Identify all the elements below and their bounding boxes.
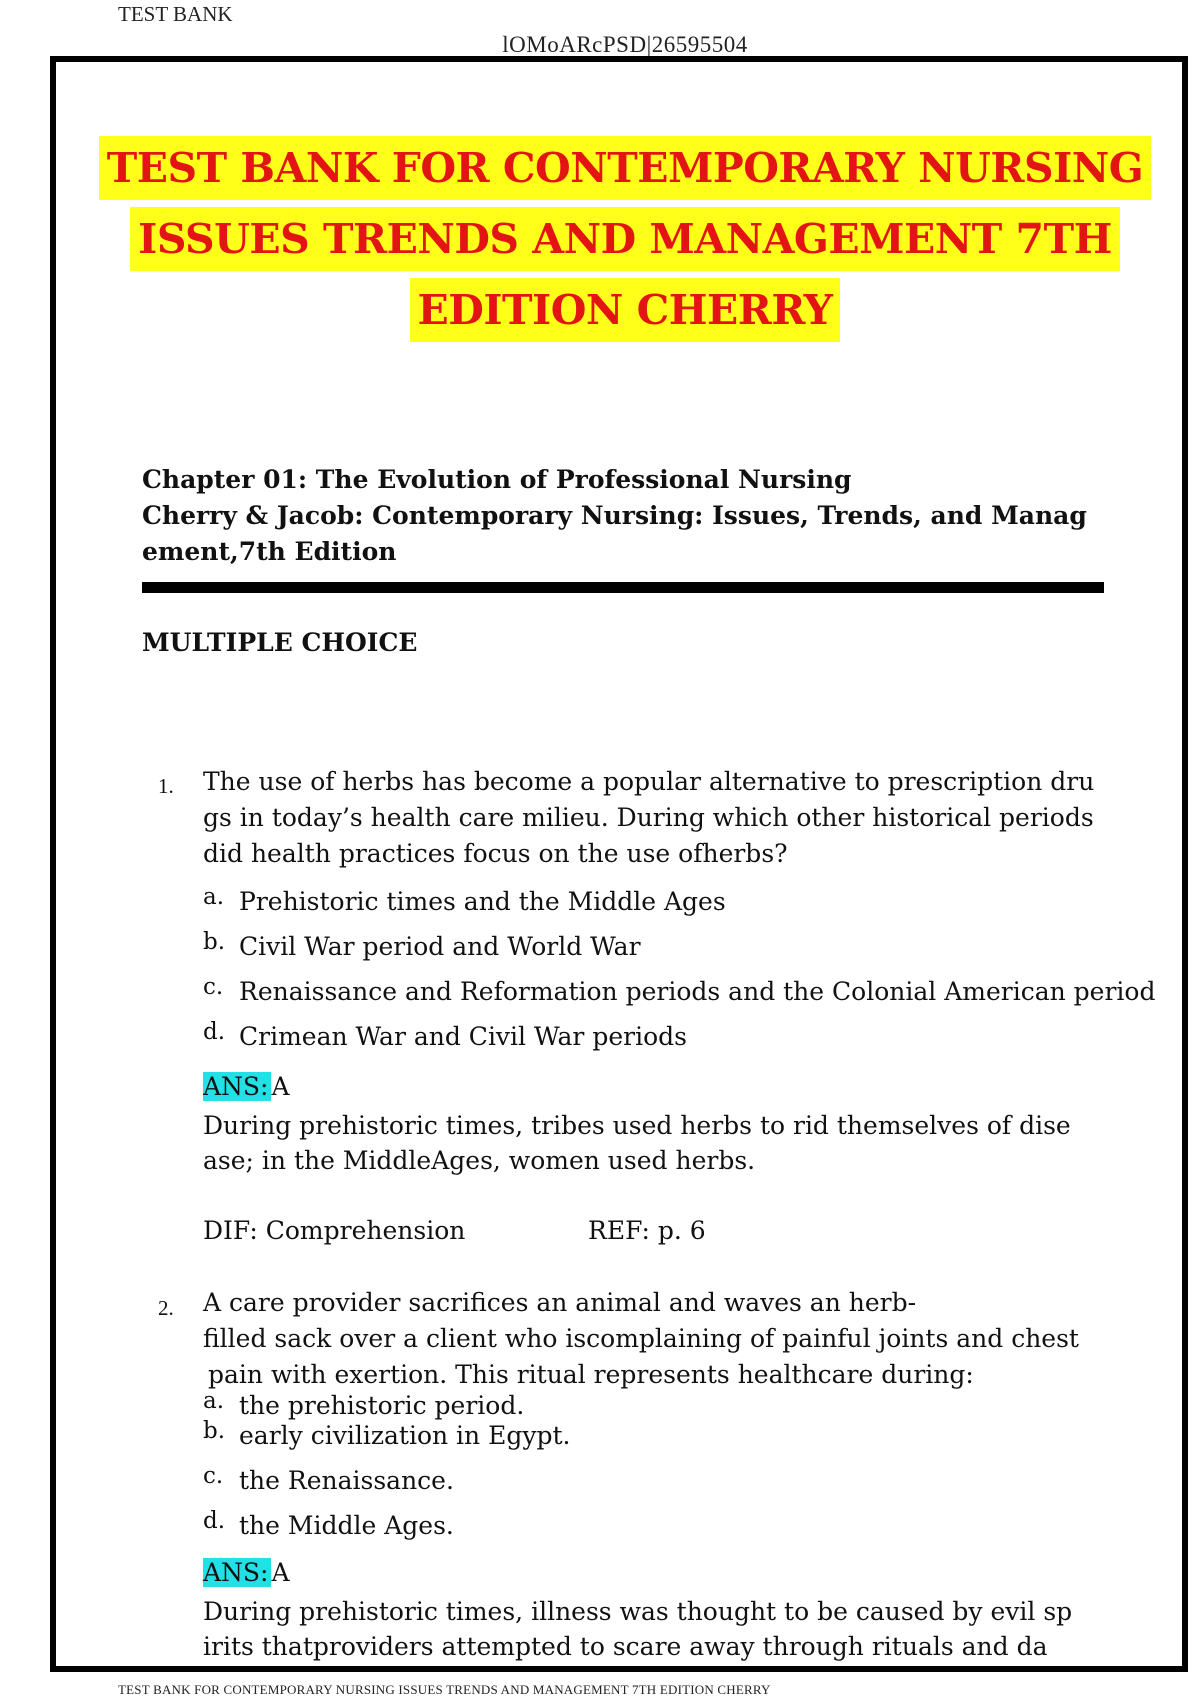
answer-label: ANS: bbox=[203, 1558, 271, 1587]
rationale-line: ase; in the MiddleAges, women used herbs. bbox=[203, 1146, 756, 1175]
question-text-line: gs in today’s health care milieu. During which other historical periods bbox=[203, 803, 1094, 832]
option-text: the Renaissance. bbox=[239, 1466, 454, 1495]
section-heading: MULTIPLE CHOICE bbox=[142, 628, 418, 657]
option-a bbox=[203, 1388, 524, 1420]
chapter-title: Chapter 01: The Evolution of Professional Nursing bbox=[142, 465, 852, 494]
rationale bbox=[203, 1594, 1072, 1664]
option-c bbox=[203, 974, 1155, 1006]
heading-divider bbox=[142, 582, 1104, 593]
rationale-line: irits thatproviders attempted to scare away through rituals and da bbox=[203, 1632, 1048, 1661]
answer bbox=[203, 1558, 290, 1587]
option-text: Renaissance and Reformation periods and the Colonial American period bbox=[239, 977, 1156, 1006]
question-text bbox=[203, 1285, 1083, 1393]
option-letter: a. bbox=[203, 1388, 225, 1414]
answer-label: ANS: bbox=[203, 1072, 271, 1101]
question-number: 1. bbox=[158, 774, 174, 798]
document-id: lOMoARcPSD|26595504 bbox=[502, 32, 748, 57]
option-a bbox=[203, 884, 726, 916]
rationale bbox=[203, 1108, 1071, 1178]
option-c bbox=[203, 1463, 454, 1495]
book-citation-line-2: ement,7th Edition bbox=[142, 537, 397, 566]
document-title bbox=[0, 136, 1200, 349]
option-text: the prehistoric period. bbox=[239, 1391, 525, 1420]
option-text: early civilization in Egypt. bbox=[239, 1421, 571, 1450]
rationale-line: During prehistoric times, illness was thought to be caused by evil sp bbox=[203, 1597, 1073, 1626]
question-text bbox=[203, 764, 1095, 872]
option-b bbox=[203, 1418, 570, 1450]
option-text: the Middle Ages. bbox=[239, 1511, 454, 1540]
header-label: TEST BANK bbox=[118, 2, 233, 26]
question-text-line: pain with exertion. This ritual represents healthcare during: bbox=[208, 1360, 974, 1389]
chapter-heading bbox=[142, 462, 1102, 570]
option-text: Civil War period and World War bbox=[239, 932, 641, 961]
question-text-line: The use of herbs has become a popular alternative to prescription dru bbox=[203, 767, 1095, 796]
rationale-line: During prehistoric times, tribes used herbs to rid themselves of dise bbox=[203, 1111, 1071, 1140]
option-text: Crimean War and Civil War periods bbox=[239, 1022, 687, 1051]
page-reference: REF: p. 6 bbox=[588, 1216, 706, 1245]
page-footer: TEST BANK FOR CONTEMPORARY NURSING ISSUES TRENDS AND MANAGEMENT 7TH EDITION CHERRY bbox=[118, 1682, 771, 1697]
option-d bbox=[203, 1019, 687, 1051]
option-text: Prehistoric times and the Middle Ages bbox=[239, 887, 726, 916]
option-letter: d. bbox=[203, 1019, 226, 1045]
option-letter: a. bbox=[203, 884, 225, 910]
option-letter: b. bbox=[203, 1418, 226, 1444]
answer bbox=[203, 1072, 290, 1101]
title-line-1: TEST BANK FOR CONTEMPORARY NURSING bbox=[99, 136, 1152, 200]
title-line-3: EDITION CHERRY bbox=[410, 278, 841, 342]
option-b bbox=[203, 929, 641, 961]
option-letter: c. bbox=[203, 1463, 224, 1489]
question-text-line: A care provider sacrifices an animal and waves an herb- bbox=[203, 1288, 917, 1317]
option-letter: d. bbox=[203, 1508, 226, 1534]
difficulty: DIF: Comprehension bbox=[203, 1216, 466, 1245]
title-line-2: ISSUES TRENDS AND MANAGEMENT 7TH bbox=[130, 207, 1120, 271]
question-number: 2. bbox=[158, 1296, 174, 1320]
question-text-line: filled sack over a client who iscomplaining of painful joints and chest bbox=[203, 1324, 1079, 1353]
option-d bbox=[203, 1508, 454, 1540]
option-letter: c. bbox=[203, 974, 224, 1000]
answer-value: A bbox=[271, 1558, 290, 1587]
answer-value: A bbox=[271, 1072, 290, 1101]
option-letter: b. bbox=[203, 929, 226, 955]
book-citation-line-1: Cherry & Jacob: Contemporary Nursing: Issues, Trends, and Manag bbox=[142, 501, 1087, 530]
question-text-line: did health practices focus on the use ofherbs? bbox=[203, 839, 788, 868]
